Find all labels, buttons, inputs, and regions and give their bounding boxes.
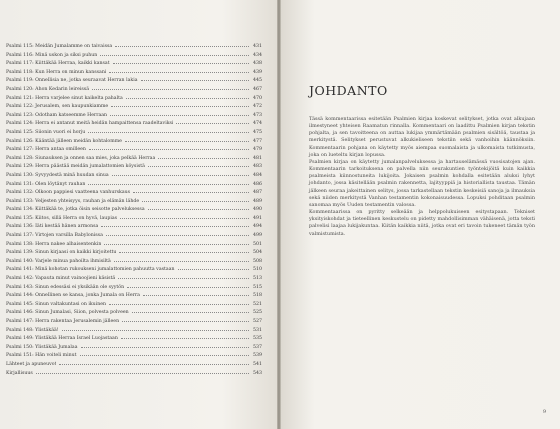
toc-entry-page: 486: [253, 181, 262, 187]
toc-dot-leader: [118, 278, 249, 279]
toc-entry-title: Psalmi 131: Olen löytänyt rauhan: [6, 181, 86, 187]
toc-entry-title: Psalmi 133: Veljesten yhteisyys, rauhan ja elämän lähde: [6, 198, 140, 204]
toc-entry-page: 472: [253, 104, 262, 110]
toc-dot-leader: [148, 209, 249, 210]
toc-dot-leader: [36, 373, 249, 374]
page-number: 9: [542, 409, 546, 415]
toc-dot-leader: [115, 46, 249, 47]
toc-entry-page: 518: [253, 293, 262, 299]
toc-entry-page: 515: [253, 284, 262, 290]
toc-entry: [6, 258, 262, 267]
toc-entry-title: Psalmi 128: Siunauksen ja onnen saa mies, joka pelkää Herraa: [6, 155, 156, 161]
toc-entry-title: Psalmi 151: Hän voiteli minut: [6, 353, 77, 359]
toc-dot-leader: [89, 149, 249, 150]
toc-dot-leader: [81, 347, 249, 348]
toc-dot-leader: [101, 226, 249, 227]
toc-dot-leader: [176, 123, 249, 124]
toc-entry: [6, 103, 262, 112]
toc-entry-page: 470: [253, 95, 262, 101]
toc-entry: [6, 155, 262, 164]
toc-entry-title: Psalmi 135: Kiitos, sillä Herra on hyvä, laupias: [6, 215, 118, 221]
toc-dot-leader: [112, 175, 249, 176]
toc-dot-leader: [59, 364, 249, 365]
toc-dot-leader: [62, 330, 249, 331]
toc-entry-title: Psalmi 132: Olkoon pappiesi vaatteena vanhurskaus: [6, 190, 131, 196]
toc-entry: [6, 232, 262, 241]
toc-dot-leader: [80, 355, 249, 356]
toc-entry: [6, 129, 262, 138]
toc-entry-title: Psalmi 122: Jerusalem, sen kaupunkiamme: [6, 104, 109, 110]
toc-entry-title: Psalmi 148: Ylistäkää!: [6, 327, 59, 333]
toc-dot-leader: [88, 132, 249, 133]
toc-entry-title: Psalmi 126: Kääntää jälleen meidän kohtalomme: [6, 138, 122, 144]
toc-entry-page: 531: [253, 327, 262, 333]
toc-entry-title: Psalmi 144: Onnellinen se kansa, jonka Jumala on Herra: [6, 293, 140, 299]
toc-entry: [6, 95, 262, 104]
toc-dot-leader: [132, 312, 249, 313]
toc-entry-title: Psalmi 137: Virtojen varsilla Babylonissa: [6, 233, 103, 239]
left-page: [0, 0, 277, 429]
toc-entry: [6, 163, 262, 172]
toc-entry-title: Psalmi 149: Ylistäkää Herraa Israel Luojastaan: [6, 336, 118, 342]
toc-entry-title: Psalmi 121: Herra varjelee sinut kaikelta pahalta: [6, 95, 123, 101]
toc-entry: [6, 309, 262, 318]
toc-entry: [6, 146, 262, 155]
toc-entry-page: 494: [253, 224, 262, 230]
toc-entry: [6, 189, 262, 198]
introduction-text: [309, 116, 535, 238]
toc-entry-title: Psalmi 136: Iäti kestää hänen armonsa: [6, 224, 99, 230]
toc-entry: [6, 327, 262, 336]
toc-entry-title: Psalmi 134: Kiittäkää te, jotka öisin seisotte palveluksessa: [6, 207, 145, 213]
toc-dot-leader: [88, 184, 249, 185]
toc-entry: [6, 206, 262, 215]
toc-entry-title: Psalmi 117: Kiittäkää Herraa, kaikki kansat: [6, 61, 110, 67]
toc-entry-title: Psalmi 140: Varjele minua pahoilta ihmisiltä: [6, 258, 111, 264]
toc-dot-leader: [178, 269, 249, 270]
toc-entry-title: Psalmi 142: Vapauta minut vainoojieni käsistä: [6, 276, 116, 282]
toc-entry: [6, 335, 262, 344]
toc-entry-title: Psalmi 125: Siionin vuori ei horju: [6, 129, 86, 135]
toc-entry: [6, 361, 262, 370]
toc-entry-title: Psalmi 150: Ylistäkää Jumalaa: [6, 344, 78, 350]
toc-entry: [6, 172, 262, 181]
toc-dot-leader: [122, 321, 249, 322]
toc-entry: [6, 52, 262, 61]
toc-entry-title: Psalmi 145: Sinun valtakuntasi on ikuinen: [6, 301, 107, 307]
toc-entry-page: 543: [253, 370, 262, 376]
toc-entry-title: Psalmi 129: Herra päästää meidän jumalattomien köysistä: [6, 164, 145, 170]
toc-dot-leader: [127, 287, 249, 288]
toc-entry: [6, 60, 262, 69]
toc-entry: [6, 223, 262, 232]
toc-entry-page: 475: [253, 129, 262, 135]
toc-entry-title: Psalmi 141: Minä kohotan rukoukseni jumalattomien pahuutta vastaan: [6, 267, 175, 273]
table-of-contents: [6, 43, 262, 378]
toc-entry-page: 439: [253, 69, 262, 75]
toc-entry: [6, 284, 262, 293]
toc-entry: [6, 275, 262, 284]
section-heading: JOHDANTO: [309, 83, 388, 98]
toc-entry-page: 445: [253, 78, 262, 84]
toc-dot-leader: [158, 158, 249, 159]
toc-entry-title: Lähteet ja apuneuvot: [6, 361, 57, 367]
toc-entry-page: 479: [253, 147, 262, 153]
toc-entry-title: Psalmi 127: Herra antaa omilleen: [6, 147, 86, 153]
body-paragraph: Kommentaarissa on pyritty selkeään ja helppolukuiseen esitystapaan. Tekniset yksityiskohdat ja tieteellinen keskustelu on pidetty mahdollisimman vähäisenä, jotta teksti palvelisi laajaa lukijakuntaa. Kiitän kaikkia niitä, jotka ovat eri tavoin tukeneet tämän työn valmistumista.: [309, 209, 535, 237]
toc-entry-title: Psalmi 123: Odotham katseemme Herraan: [6, 112, 108, 118]
toc-entry-title: Psalmi 147: Herra rakentaa Jerusalemin jälleen: [6, 319, 120, 324]
toc-entry: [6, 138, 262, 147]
toc-entry: [6, 43, 262, 52]
toc-entry: [6, 344, 262, 353]
toc-entry: [6, 198, 262, 207]
toc-entry-page: 535: [253, 336, 262, 342]
toc-entry-page: 484: [253, 172, 262, 178]
toc-entry: [6, 181, 262, 190]
toc-entry-page: 499: [253, 233, 262, 239]
toc-entry: [6, 77, 262, 86]
toc-entry: [6, 86, 262, 95]
toc-entry-page: 537: [253, 344, 262, 350]
toc-entry: [6, 318, 262, 327]
toc-entry-page: 501: [253, 241, 262, 247]
toc-dot-leader: [100, 55, 249, 56]
toc-dot-leader: [109, 72, 249, 73]
toc-entry-title: Psalmi 124: Herra ei antanut meitä heidän hampaittensa raadeltaviksi: [6, 121, 174, 127]
toc-dot-leader: [104, 244, 249, 245]
toc-entry: [6, 215, 262, 224]
toc-entry-page: 474: [253, 121, 262, 127]
toc-entry-page: 490: [253, 207, 262, 213]
toc-entry-page: 483: [253, 164, 262, 170]
toc-dot-leader: [113, 63, 249, 64]
toc-entry-title: Psalmi 139: Sinun kirjaasi on kaikki kirjoitettu: [6, 250, 117, 256]
toc-entry-page: 489: [253, 198, 262, 204]
toc-entry-page: 491: [253, 215, 262, 221]
toc-entry-title: Kirjallisuus: [6, 370, 33, 376]
toc-entry-page: 508: [253, 258, 262, 264]
toc-entry-page: 521: [253, 301, 262, 307]
toc-entry-page: 438: [253, 61, 262, 67]
toc-entry-page: 539: [253, 353, 262, 359]
toc-entry-page: 513: [253, 276, 262, 282]
toc-dot-leader: [114, 261, 249, 262]
toc-entry-title: Psalmi 120: Ahon Kedarin leireissä: [6, 86, 89, 92]
toc-dot-leader: [133, 192, 249, 193]
toc-entry-page: 504: [253, 250, 262, 256]
toc-entry: [6, 292, 262, 301]
toc-entry-page: 477: [253, 138, 262, 144]
toc-dot-leader: [109, 304, 249, 305]
toc-entry: [6, 370, 262, 379]
toc-entry-title: Psalmi 130: Syvyydestä minä huudan sinua: [6, 172, 109, 178]
toc-entry-title: Psalmi 115: Meidän Jumalamme on taivaissa: [6, 44, 113, 49]
toc-entry: [6, 69, 262, 78]
toc-dot-leader: [121, 338, 249, 339]
body-paragraph: Psalmien kirjaa on käytetty jumalanpalveluksessa ja hartauselämässä vuosisatojen ajan. Kommentaarin tarkoituksena on palvella niin seurakuntien työntekijöitä kuin kaikkia psalmeista kiinnostuneita lukijoita. Jokaisen psalmin kohdalla esitetään aluksi lyhyt johdanto, jossa käsitellään psalmin rakennetta, lajityyppiä ja historiallista taustaa. Tämän jälkeen seuraa jakeittainen selitys, jossa tarkastellaan tekstin keskeisiä sanoja ja ilmauksia sekä niiden merkitystä Vanhan testamentin kokonaisuudessa. Lopuksi pohditaan psalmin sanomaa myös Uuden testamentin valossa.: [309, 158, 535, 208]
toc-entry-page: 487: [253, 190, 262, 196]
toc-dot-leader: [120, 218, 249, 219]
toc-entry-page: 473: [253, 112, 262, 118]
toc-dot-leader: [92, 89, 249, 90]
toc-dot-leader: [142, 201, 249, 202]
toc-entry-title: Psalmi 146: Sinun Jumalasi, Siion, polvesta polveen: [6, 310, 129, 316]
toc-entry-title: Psalmi 138: Herra nakee alhaisentenkin: [6, 241, 102, 247]
toc-dot-leader: [110, 115, 249, 116]
toc-dot-leader: [126, 98, 249, 99]
toc-entry-page: 481: [253, 155, 262, 161]
toc-entry-title: Psalmi 116: Minä uskon ja siksi puhun: [6, 52, 98, 58]
toc-entry: [6, 241, 262, 250]
toc-dot-leader: [106, 235, 249, 236]
toc-dot-leader: [143, 295, 249, 296]
toc-entry: [6, 249, 262, 258]
body-paragraph: Tässä kommentaarissa esitetään Psalmien kirjaa koskevat selitykset, jotka ovat alkujaan ilmestyneet yhteisen Raamatun rinnalla. Kommentaari on laadittu Psalmien kirjan tekstin pohjalta, ja sen tavoitteena on auttaa lukijaa ymmärtämään psalmien sisältöä, taustaa ja merkitystä. Selitykset perustuvat alkukieliseen tekstiin sekä vanhoihin käännöksiin. Kommentaarin pohjana on käytetty myös aiempaa suomalaista ja ulkomaista tutkimusta, joka on lueteltu kirjan lopussa.: [309, 116, 535, 158]
toc-dot-leader: [119, 252, 249, 253]
toc-entry-page: 431: [253, 44, 262, 49]
right-page: [281, 0, 560, 429]
toc-entry-title: Psalmi 119: Onnellisia ne, jotka seuraavat Herran lakia: [6, 78, 138, 84]
toc-entry-page: 527: [253, 319, 262, 324]
toc-dot-leader: [148, 166, 249, 167]
toc-entry: [6, 112, 262, 121]
toc-entry: [6, 120, 262, 129]
toc-entry-page: 510: [253, 267, 262, 273]
toc-entry-page: 467: [253, 86, 262, 92]
toc-entry-page: 541: [253, 361, 262, 367]
toc-dot-leader: [111, 106, 249, 107]
toc-entry: [6, 352, 262, 361]
toc-entry-title: Psalmi 143: Sinun edessäsi ei yksikään ole syytön: [6, 284, 125, 290]
toc-dot-leader: [141, 80, 250, 81]
toc-entry-title: Psalmi 118: Kun Herra on minun kanssani: [6, 69, 107, 75]
toc-entry-page: 434: [253, 52, 262, 58]
toc-entry-page: 525: [253, 310, 262, 316]
toc-entry: [6, 301, 262, 310]
toc-entry: [6, 266, 262, 275]
toc-dot-leader: [125, 141, 249, 142]
